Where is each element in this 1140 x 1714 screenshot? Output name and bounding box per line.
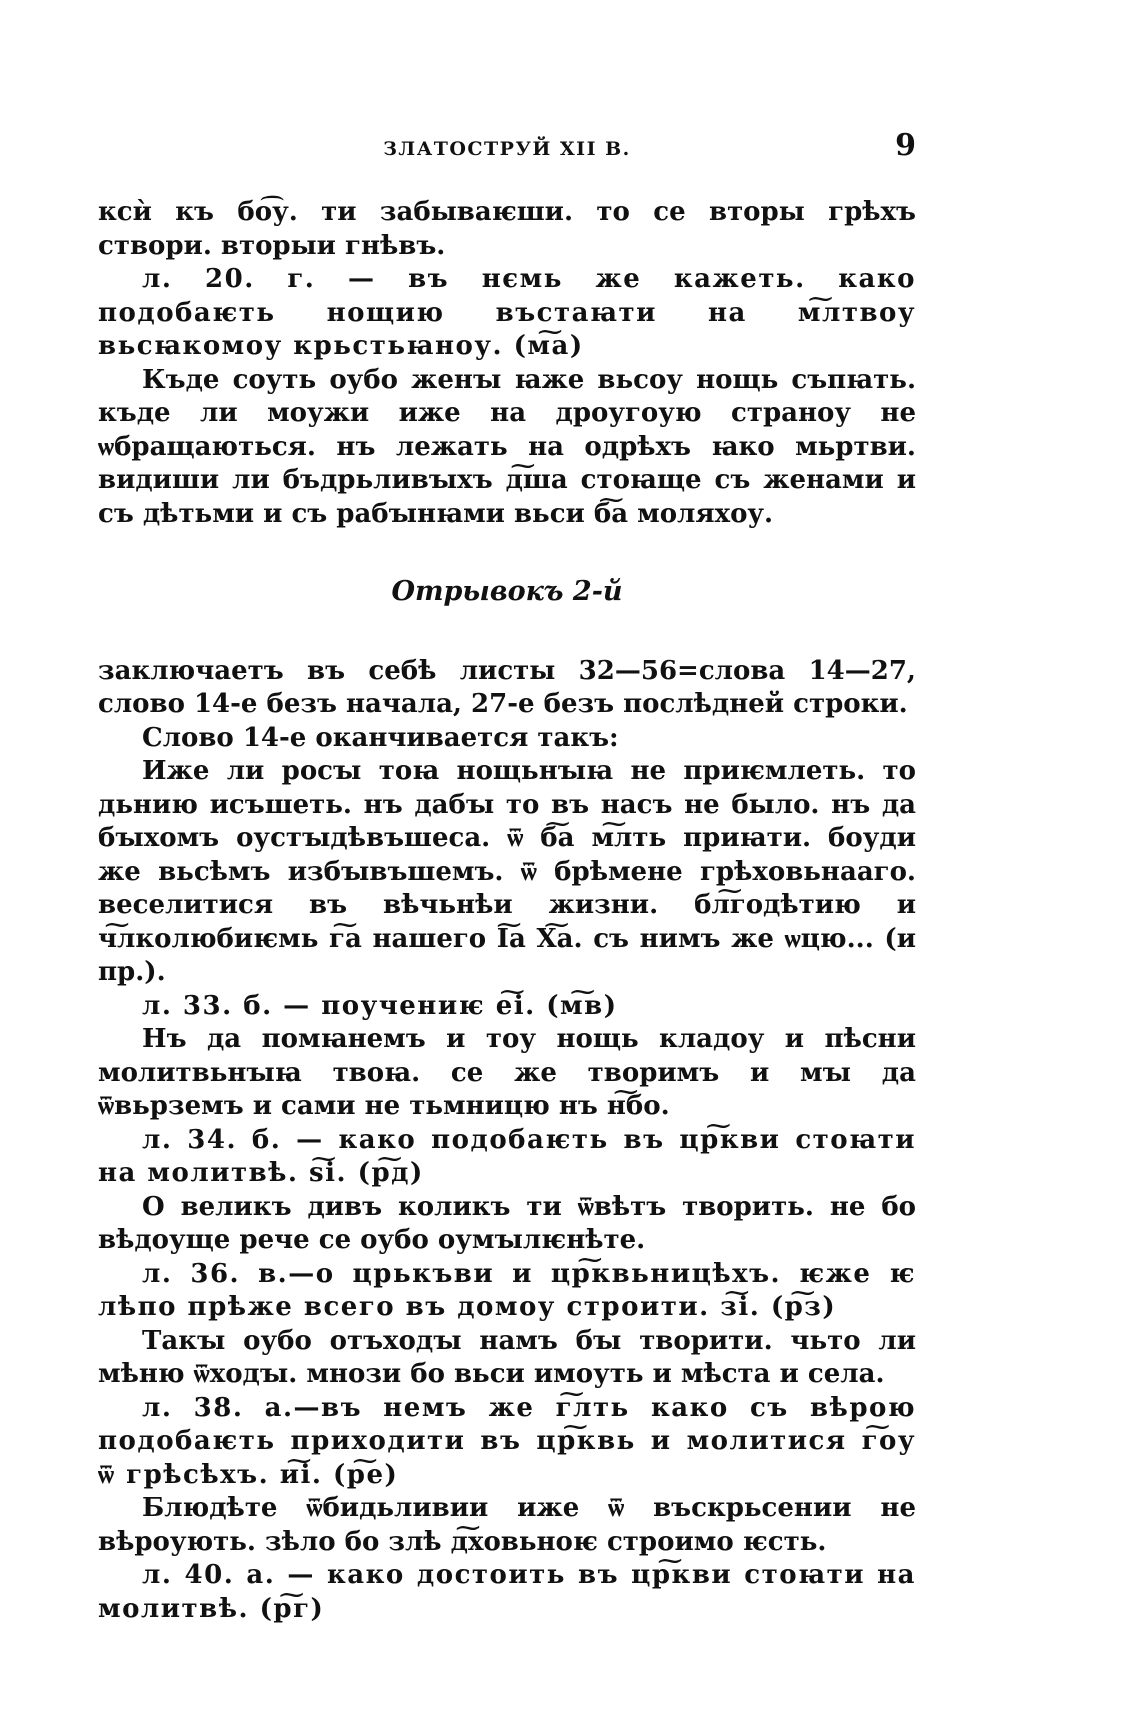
paragraph-continuation: ксѝ къ бо͡у. ти забываѥши. то се вторы грѣхъ створи. вторыи гнѣвъ. [98,197,916,261]
page-header [98,128,916,168]
quotation-paragraph: Нъ да помꙗнемъ и тоу нощь кладоу и пѣсни молитвьнꙑꙗ твоꙗ. се же творимъ и мꙑ да ѿвьрземъ и сами не тьмницю нъ н͠бо. [98,1024,916,1121]
section-description: заключаетъ въ себѣ листы 32—56=слова 14—27, слово 14-е безъ начала, 27-е безъ послѣдней строки. [98,655,916,719]
quotation-paragraph: Такꙑ оубо отъходꙑ намъ бꙑ творити. чьто ли мѣню ѿходꙑ. мнози бо вьси имоуть и мѣста и села. [98,1325,916,1389]
manuscript-reference: л. 33. б. — поучениѥ е͠і. (м͠в) [142,990,618,1021]
quotation-paragraph: Блюдѣте ѿбидьливии иже ѿ въскрьсении не вѣроують. зѣло бо злѣ д͠ховьноѥ строимо ѥсть. [98,1493,916,1557]
manuscript-reference: л. 20. г. — въ нємь же кажеть. како подобаѥть нощию въстаꙗти на м͠лтвоу вьсꙗкомоу крьстьꙗноу. (м͠а) [98,264,916,361]
quotation-paragraph: Иже ли росꙑ тоꙗ нощьнꙑꙗ не приѥмлеть. то дьнию исъшеть. нъ дабꙑ то въ насъ не было. нъ да бꙑхомъ оустꙑдѣвъшеса. ѿ б͠а м͠лть приꙗти. боуди же вьсѣмъ избꙑвъшемъ. ѿ брѣмене грѣховьнааго. веселитися въ вѣчьнѣи жизни. бл͠годѣтию и ч͠лколюбиѥмь г͠а нашего І͠а Х͠а. съ нимъ же ѡцю... (и пр.). [98,756,916,987]
quotation-paragraph: О великъ дивъ коликъ ти ѿвѣтъ творить. не бо вѣдоуще рече се оубо оумꙑлѥнѣте. [98,1191,916,1255]
quotation-paragraph: Къде соуть оубо женꙑ ꙗже вьсоу нощь съпꙗть. къде ли моужи иже на дроугоую страноу не ѡбращаються. нъ лежать на одрѣхъ ꙗко мьртви. видиши ли бъдрьливꙑхъ д͠ша стоꙗще съ женами и съ дѣтьми и съ рабꙑнꙗми вьси б͠а моляхоу. [98,364,916,529]
manuscript-reference: л. 38. а.—въ немъ же г͠лть како съ вѣрою подобаѥть приходити въ цр͠квь и молитися г͠оу ѿ грѣсѣхъ. и͠і. (р͠е) [98,1392,916,1490]
body-text [98,196,916,1626]
section-intro: Слово 14-е оканчивается такъ: [142,722,619,753]
running-head: ЗЛАТОСТРУЙ XII В. [383,138,631,160]
manuscript-reference: л. 40. а. — како достоить въ цр͠кви стоꙗти на молитвѣ. (р͠г) [98,1560,916,1624]
section-heading: Отрывокъ 2-й [391,576,623,607]
manuscript-reference: л. 36. в.—о црькъви и цр͠квьницѣхъ. ѥже ѥ лѣпо прѣже всего въ домоу строити. з͠і. (р͠з) [98,1258,916,1322]
page-number: 9 [895,128,916,163]
manuscript-reference: л. 34. б. — како подобаѥть въ цр͠кви стоꙗти на молитвѣ. ѕ͠і. (р͠д) [98,1124,916,1188]
